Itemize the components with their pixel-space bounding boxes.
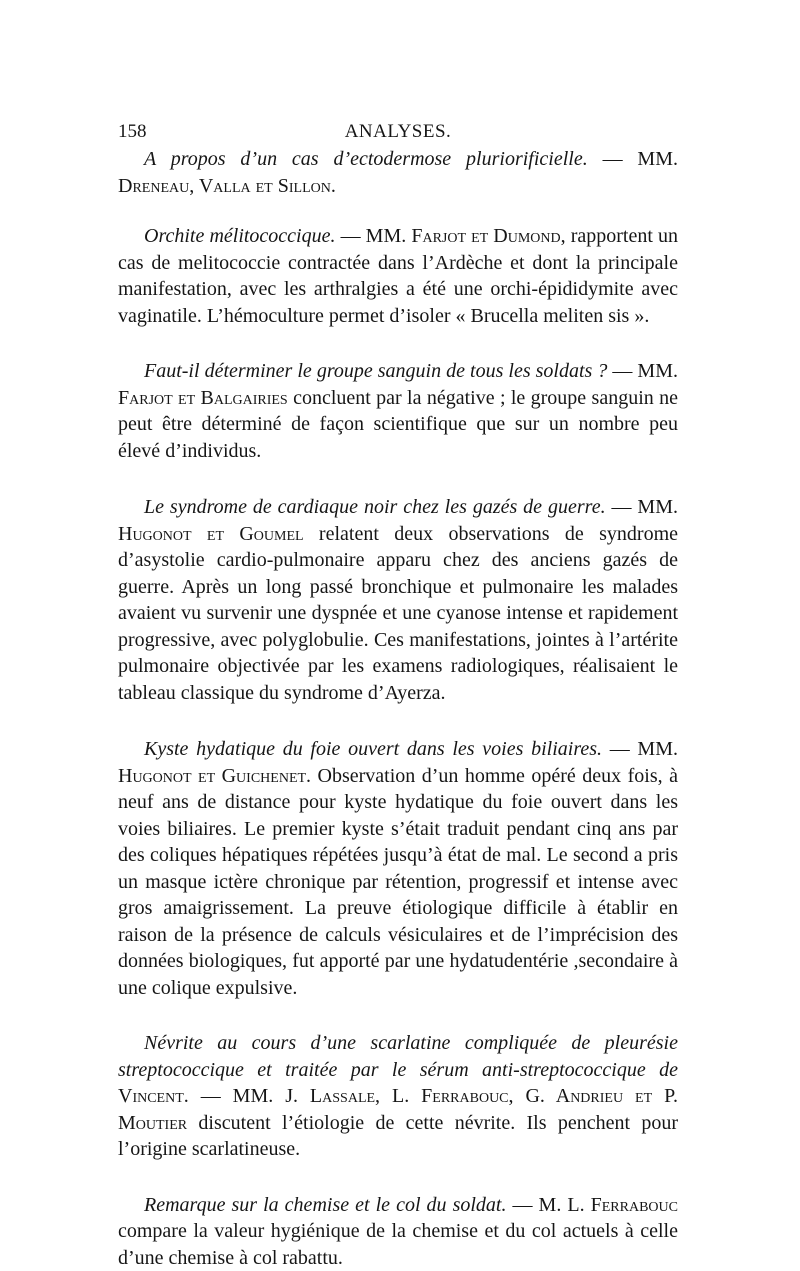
entry-authors: Farjot et Balgairies <box>118 387 288 409</box>
page-header <box>118 118 678 146</box>
entry-dash: — MM. <box>602 738 678 760</box>
entry-body: discutent l’étiologie de cette névrite. Ils penchent pour l’origine scarlatineuse. <box>118 1112 678 1161</box>
entry-authors: J. Lassale, L. Ferrabouc, G. Andrieu et P. Moutier <box>118 1085 678 1134</box>
entry-dash: — MM. <box>588 148 678 170</box>
entry-title: Kyste hydatique du foie ouvert dans les voies biliaires. <box>144 738 602 760</box>
entry-authors: Farjot et Dumond, <box>411 225 565 247</box>
abstract-entry <box>118 736 678 1001</box>
page-number: 158 <box>118 118 147 146</box>
running-title: ANALYSES. <box>118 118 678 146</box>
abstract-entry <box>118 358 678 464</box>
entry-dash: — MM. <box>189 1085 285 1107</box>
entry-title: Névrite au cours d’une scarlatine compliquée de pleurésie streptococcique et traitée par le sérum anti-streptococcique de <box>118 1032 678 1081</box>
abstract-entry <box>118 1030 678 1163</box>
entry-dash: — MM. <box>606 496 678 518</box>
entry-title: Le syndrome de cardiaque noir chez les gazés de guerre. <box>144 496 606 518</box>
entry-body: concluent par la négative ; le groupe sanguin ne peut être déterminé de façon scientifique que sur un nombre peu élevé d’individus. <box>118 387 678 462</box>
entry-dash: — M. <box>506 1194 567 1216</box>
entry-body: Observation d’un homme opéré deux fois, à neuf ans de distance pour kyste hydatique du foie ouvert dans les voies biliaires. Le premier kyste s’était traduit pendant cinq ans par des coliques hépatiques répétées jusqu’à état de mal. Le second a pris un masque ictère chronique par rétention, progressif et intense avec gros amaigrissement. La preuve étiologique difficile à établir en raison de la présence de calculs vésiculaires et de l’imprécision des données biologiques, fut apporté par une hydatudentérie ,secondaire à une colique expulsive. <box>118 765 678 999</box>
entry-title: Remarque sur la chemise et le col du soldat. <box>144 1194 506 1216</box>
abstract-entry <box>118 146 678 199</box>
entry-body: rapportent un cas de melitococcie contractée dans l’Ardèche et dont la principale manifestation, avec les arthralgies a été une orchi-épididymite avec vaginatile. L’hémoculture permet d’isoler « Brucella meliten sis ». <box>118 225 678 327</box>
entry-body: compare la valeur hygiénique de la chemise et du col actuels à celle d’une chemise à col rabattu. <box>118 1220 678 1269</box>
entry-authors: L. Ferrabouc <box>567 1194 678 1216</box>
entry-title: Faut-il déterminer le groupe sanguin de tous les soldats ? <box>144 360 607 382</box>
entry-dash: — MM. <box>607 360 678 382</box>
document-page <box>118 118 678 1271</box>
entry-dash: — MM. <box>336 225 412 247</box>
entry-title: Orchite mélitococcique. <box>144 225 336 247</box>
abstract-entry <box>118 494 678 706</box>
entry-authors: Hugonot et Guichenet. <box>118 765 311 787</box>
entry-authors: Dreneau, Valla et Sillon. <box>118 175 336 197</box>
abstract-entry <box>118 223 678 329</box>
entry-title: A propos d’un cas d’ectodermose pluriorificielle. <box>144 148 588 170</box>
entry-authors: Hugonot et Goumel <box>118 523 304 545</box>
entry-title-author: Vincent. <box>118 1085 189 1107</box>
entry-body: relatent deux observations de syndrome d’asystolie cardio-pulmonaire apparu chez des anciens gazés de guerre. Après un long passé bronchique et pulmonaire les malades avaient vu survenir une dyspnée et une cyanose intense et rapidement progressive, avec polyglobulie. Ces manifestations, jointes à l’artérite pulmonaire objectivée par les examens radiologiques, réalisaient le tableau classique du syndrome d’Ayerza. <box>118 523 678 704</box>
abstract-entry <box>118 1192 678 1271</box>
